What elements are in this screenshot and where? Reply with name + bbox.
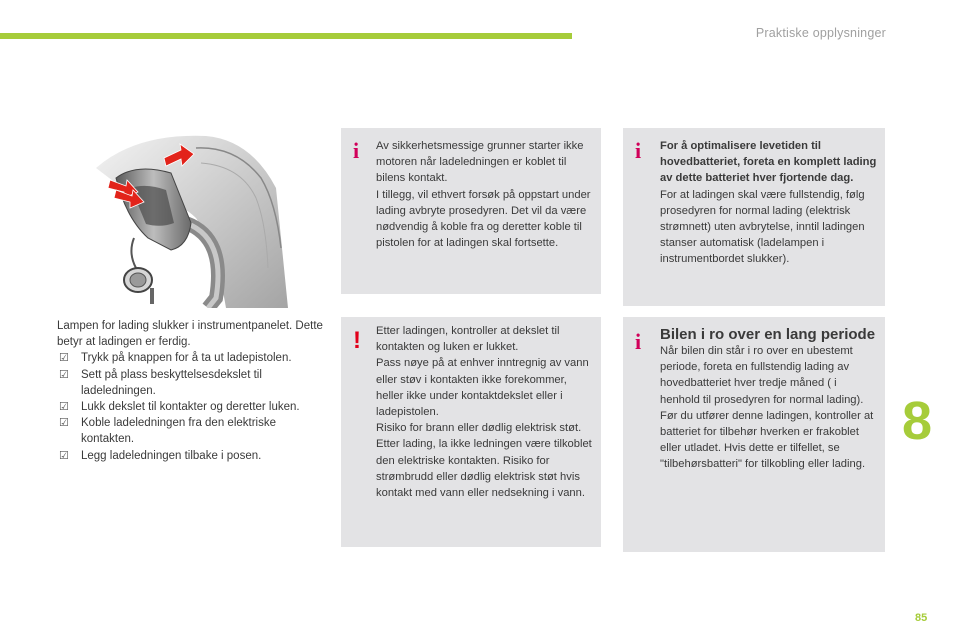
section-title: Praktiske opplysninger [755,26,886,40]
info-icon: i [353,138,360,163]
step-text: Koble ladeledningen fra den elektriske kontakten. [81,417,276,446]
charging-complete-instructions [57,318,325,464]
safety-info-text: Av sikkerhetsmessige grunner starter ikke motoren når ladeledningen er koblet til bilens kontakt. I tillegg, vil ethvert forsøk på oppstart under lading avbryte prosedyren. Det vil da være nødvendig å koble fra og deretter koble til pistolen for at ladingen skal fortsette. [376,140,591,250]
intro-text: Lampen for lading slukker i instrumentpanelet. Dette betyr at ladingen er ferdig. [57,320,323,349]
battery-optimize-emphasis: For å optimalisere levetiden til hovedbatteriet, foreta en komplett lading av dette batteriet hver fjortende dag. [660,140,877,185]
step-text: Legg ladeledningen tilbake i posen. [81,449,262,462]
list-item [57,415,325,447]
list-item [57,350,325,366]
step-text: Lukk dekslet til kontakter og deretter luken. [81,401,300,414]
header-accent-bar [0,33,572,39]
chapter-number: 8 [902,391,933,451]
list-item [57,399,325,415]
charging-plug-illustration-icon [76,128,288,308]
long-parking-heading: Bilen i ro over en lang periode [660,326,876,343]
safety-info-box [341,128,601,294]
page-number: 85 [915,612,928,624]
charging-plug-illustration [76,128,288,308]
long-parking-text: Når bilen din står i ro over en ubestemt periode, foreta en fullstendig lading av hovedbatteriet hver tredje måned ( i henhold til prosedyren for normal lading). Før du utfører denne ladingen, kontroller at batteriet for tilbehør hverken er frakoblet eller utladet. Hvis dette er tilfellet, se "tilbehørsbatteri" for tilkobling eller lading. [660,345,874,471]
warning-exclamation-icon: ! [353,327,361,354]
step-list [57,350,325,463]
checkbox-bullet-icon: ☑ [59,449,69,462]
warning-box [341,317,601,547]
checkbox-bullet-icon: ☑ [59,417,69,430]
step-text: Sett på plass beskyttelsesdekslet til ladeledningen. [81,368,262,397]
info-icon: i [635,329,642,354]
step-text: Trykk på knappen for å ta ut ladepistolen. [81,352,292,365]
info-icon: i [635,138,642,163]
checkbox-bullet-icon: ☑ [59,401,69,414]
battery-optimize-text: For at ladingen skal være fullstendig, følg prosedyren for normal lading (elektrisk strømnett) uten avbrytelse, inntil ladingen stanser automatisk (ladelampen i instrumentbordet slukker). [660,188,865,266]
list-item [57,367,325,399]
battery-optimize-box [623,128,885,306]
list-item [57,448,325,464]
checkbox-bullet-icon: ☑ [59,352,69,365]
long-parking-box [623,317,885,552]
checkbox-bullet-icon: ☑ [59,368,69,381]
warning-text: Etter ladingen, kontroller at dekslet til kontakten og luken er lukket. Pass nøye på at enhver inntregnig av vann eller støv i kontakten ikke forekommer, heller ikke under kontaktdekslet eller i ladepistolen. Risiko for brann eller dødlig elektrisk støt. Etter lading, la ikke ledningen være tilkoblet den elektriske kontakten. Risiko for strømbrudd eller dødlig elektrisk støt hvis kontakt med vann eller nedsekning i vann. [376,325,592,500]
